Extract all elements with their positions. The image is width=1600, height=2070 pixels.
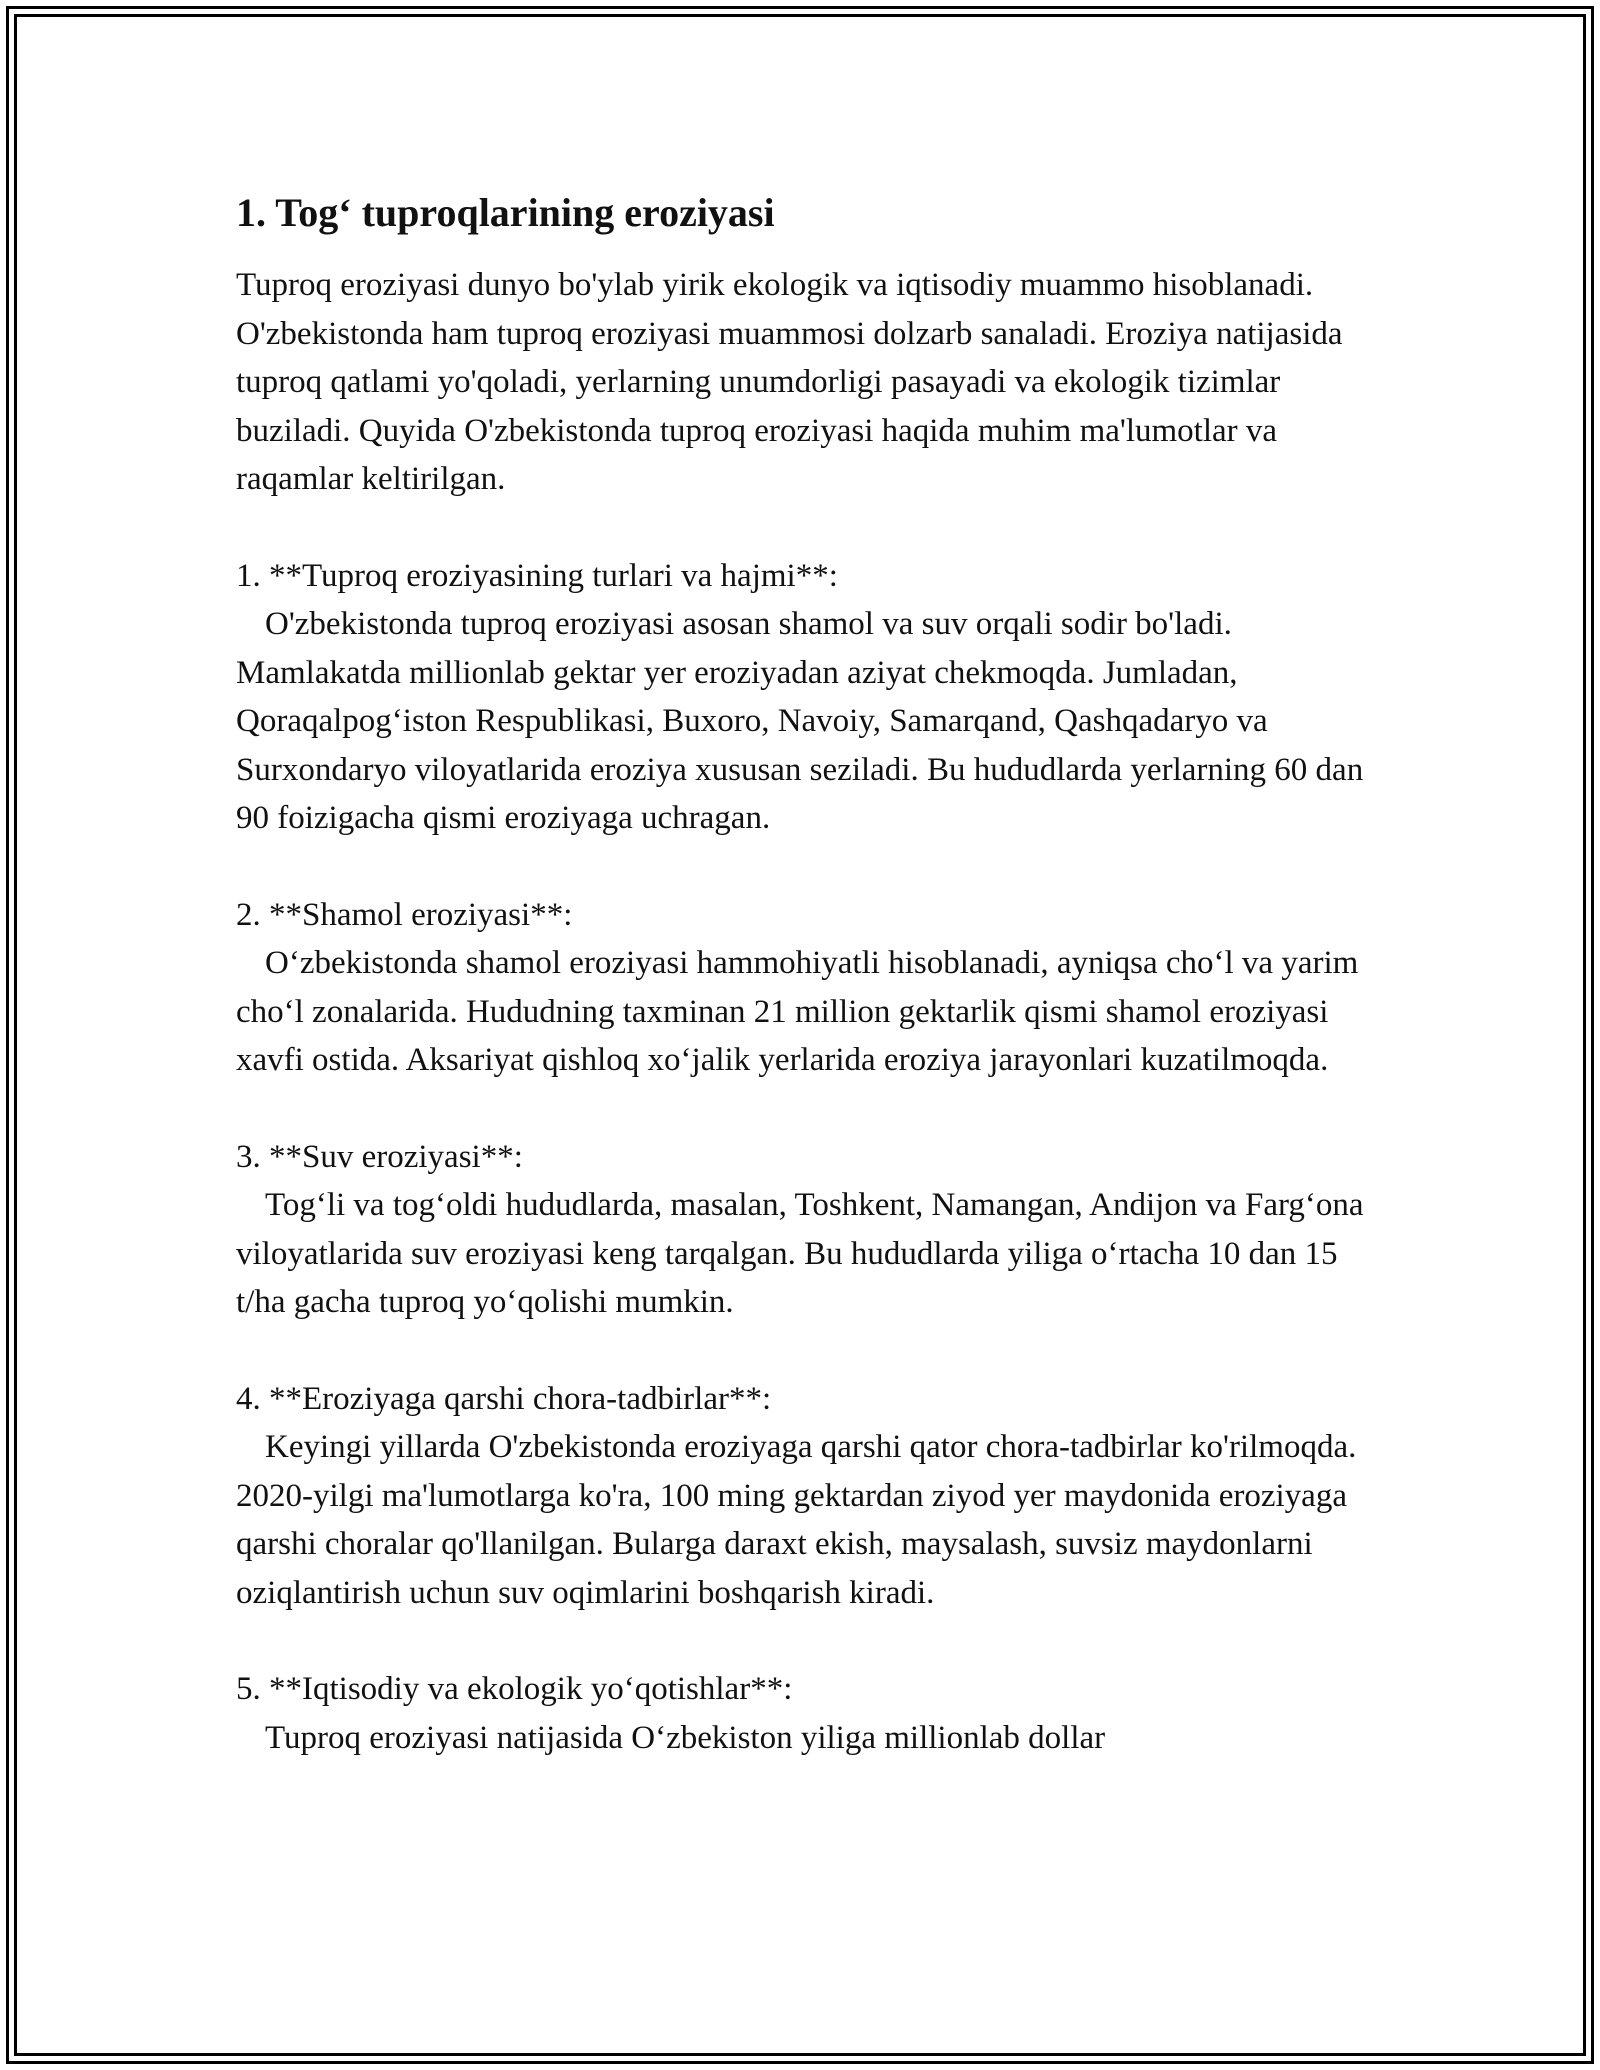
section-title: 1. **Tuproq eroziyasining turlari va hajmi**:: [236, 557, 838, 594]
section-erosion-types: [236, 552, 1386, 843]
intro-paragraph: Tuproq eroziyasi dunyo bo'ylab yirik ekologik va iqtisodiy muammo hisoblanadi. O'zbekistonda ham tuproq eroziyasi muammosi dolzarb sanaladi. Eroziya natijasida tuproq qatlami yo'qoladi, yerlarning unumdorligi pasayadi va ekologik tizimlar buziladi. Quyida O'zbekistonda tuproq eroziyasi haqida muhim ma'lumotlar va raqamlar keltirilgan.: [236, 267, 1351, 497]
section-title: 2. **Shamol eroziyasi**:: [236, 896, 573, 933]
section-title: 5. **Iqtisodiy va ekologik yo‘qotishlar**:: [236, 1671, 793, 1707]
section-body: O'zbekistonda tuproq eroziyasi asosan shamol va suv orqali sodir bo'ladi. Mamlakatda millionlab gektar yer eroziyadan aziyat chekmoqda. Jumladan, Qoraqalpog‘iston Respublikasi, Buxoro, Navoiy, Samarqand, Qashqadaryo va Surxondaryo viloyatlarida eroziya xususan seziladi. Bu hududlarda yerlarning 60 dan 90 foizigacha qismi eroziyaga uchragan.: [236, 606, 1364, 836]
section-body: Keyingi yillarda O'zbekistonda eroziyaga qarshi qator chora-tadbirlar ko'rilmoqda. 2020-yilgi ma'lumotlarga ko'ra, 100 ming gektardan ziyod yer maydonida eroziyaga qarshi choralar qo'llanilgan. Bularga daraxt ekish, maysalash, suvsiz maydonlarni oziqlantirish uchun suv oqimlarini boshqarish kiradi.: [236, 1429, 1357, 1611]
section-water-erosion: [236, 1133, 1386, 1327]
document-content: [236, 185, 1386, 1810]
document-heading: 1. Tog‘ tuproqlarining eroziyasi: [236, 190, 775, 235]
section-title: 3. **Suv eroziyasi**:: [236, 1138, 523, 1175]
section-countermeasures: [236, 1375, 1386, 1618]
section-wind-erosion: [236, 891, 1386, 1085]
section-body: Tuproq eroziyasi natijasida O‘zbekiston yiliga millionlab dollar: [265, 1719, 1106, 1756]
section-body: O‘zbekistonda shamol eroziyasi hammohiyatli hisoblanadi, ayniqsa cho‘l va yarim cho‘l zonalarida. Hududning taxminan 21 million gektarlik qismi shamol eroziyasi xavfi ostida. Aksariyat qishloq xo‘jalik yerlarida eroziya jarayonlari kuzatilmoqda.: [236, 945, 1359, 1078]
section-body: Tog‘li va tog‘oldi hududlarda, masalan, Toshkent, Namangan, Andijon va Farg‘ona viloyatlarida suv eroziyasi keng tarqalgan. Bu hududlarda yiliga o‘rtacha 10 dan 15 t/ha gacha tuproq yo‘qolishi mumkin.: [236, 1187, 1364, 1320]
section-title: 4. **Eroziyaga qarshi chora-tadbirlar**:: [236, 1380, 772, 1417]
section-losses: [236, 1665, 1386, 1762]
